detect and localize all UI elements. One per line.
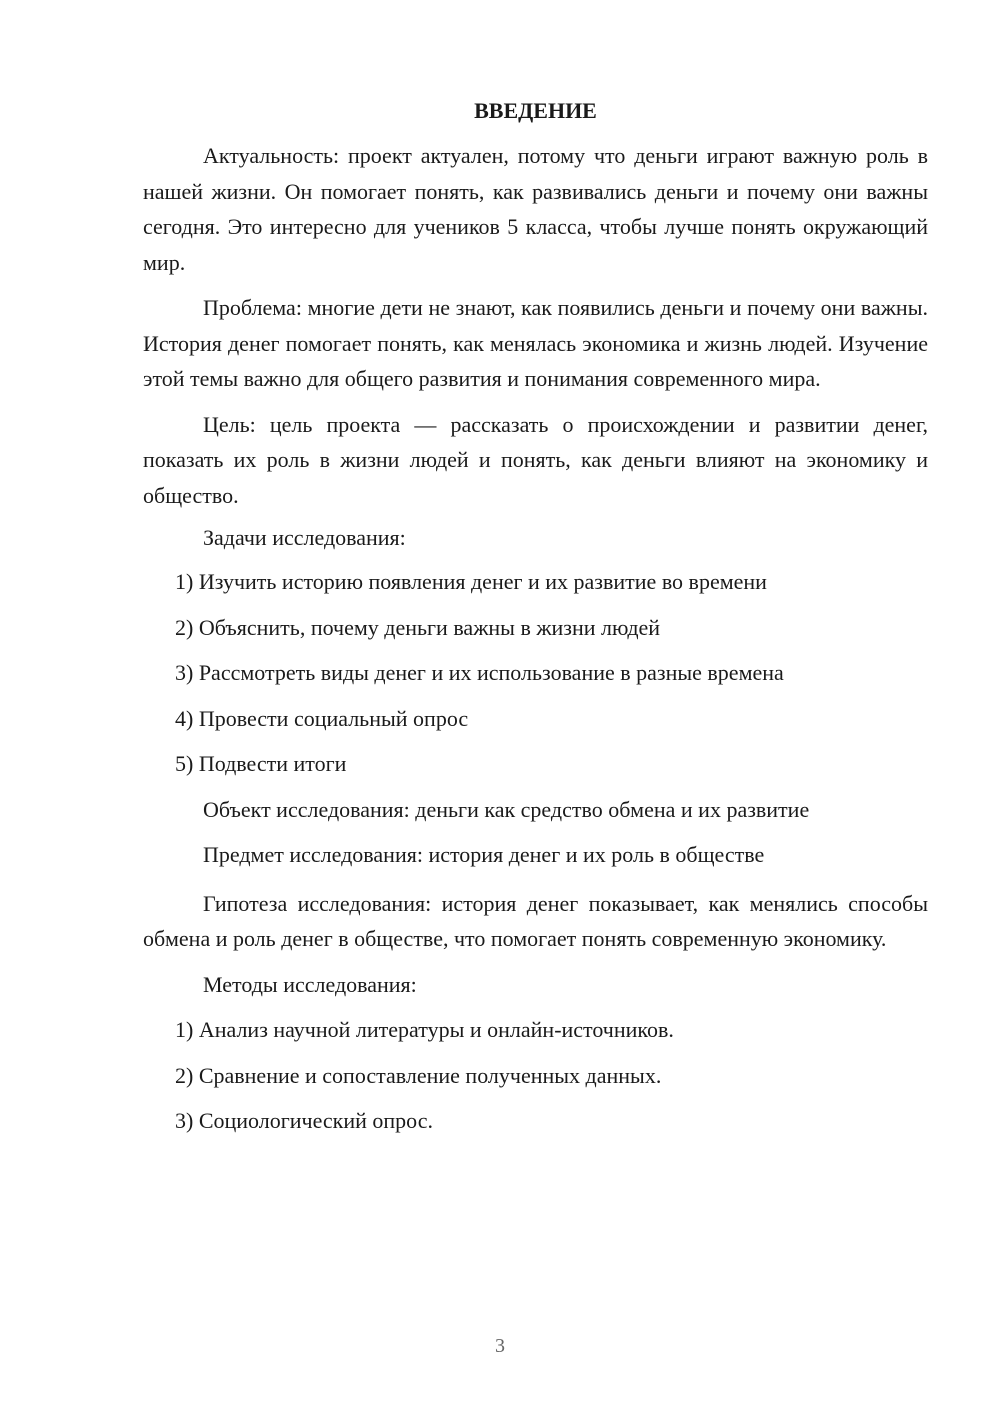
task-item: 4) Провести социальный опрос bbox=[175, 705, 469, 731]
task-item: 1) Изучить историю появления денег и их развитие во времени bbox=[175, 569, 767, 594]
methods-heading: Методы исследования: bbox=[203, 971, 417, 997]
page-number: 3 bbox=[495, 1335, 505, 1357]
paragraph-problem: Проблема: многие дети не знают, как появились деньги и почему они важны. История денег помогает понять, как менялась экономика и жизнь людей. Изучение этой темы важно для общего развития и понимания современного мира. bbox=[143, 295, 928, 391]
method-item: 3) Социологический опрос. bbox=[175, 1108, 433, 1133]
task-item: 2) Объяснить, почему деньги важны в жизни людей bbox=[175, 614, 661, 640]
paragraph-goal: Цель: цель проекта — рассказать о происхождении и развитии денег, показать их роль в жизни людей и понять, как деньги влияют на экономику и общество. bbox=[143, 411, 928, 508]
method-item: 1) Анализ научной литературы и онлайн-источников. bbox=[175, 1017, 674, 1042]
research-object: Объект исследования: деньги как средство обмена и их развитие bbox=[203, 796, 810, 822]
task-item: 3) Рассмотреть виды денег и их использование в разные времена bbox=[175, 660, 784, 685]
task-item: 5) Подвести итоги bbox=[175, 751, 347, 776]
page-title: ВВЕДЕНИЕ bbox=[474, 98, 597, 123]
method-item: 2) Сравнение и сопоставление полученных данных. bbox=[175, 1062, 662, 1088]
research-subject: Предмет исследования: история денег и их роль в обществе bbox=[203, 842, 765, 867]
tasks-heading: Задачи исследования: bbox=[203, 525, 406, 550]
research-hypothesis: Гипотеза исследования: история денег показывает, как менялись способы обмена и роль денег в обществе, что помогает понять современную экономику. bbox=[143, 890, 928, 951]
paragraph-relevance: Актуальность: проект актуален, потому что деньги играют важную роль в нашей жизни. Он помогает понять, как развивались деньги и почему они важны сегодня. Это интересно для учеников 5 класса, чтобы лучше понять окружающий мир. bbox=[143, 143, 928, 275]
page-content bbox=[143, 96, 928, 1152]
